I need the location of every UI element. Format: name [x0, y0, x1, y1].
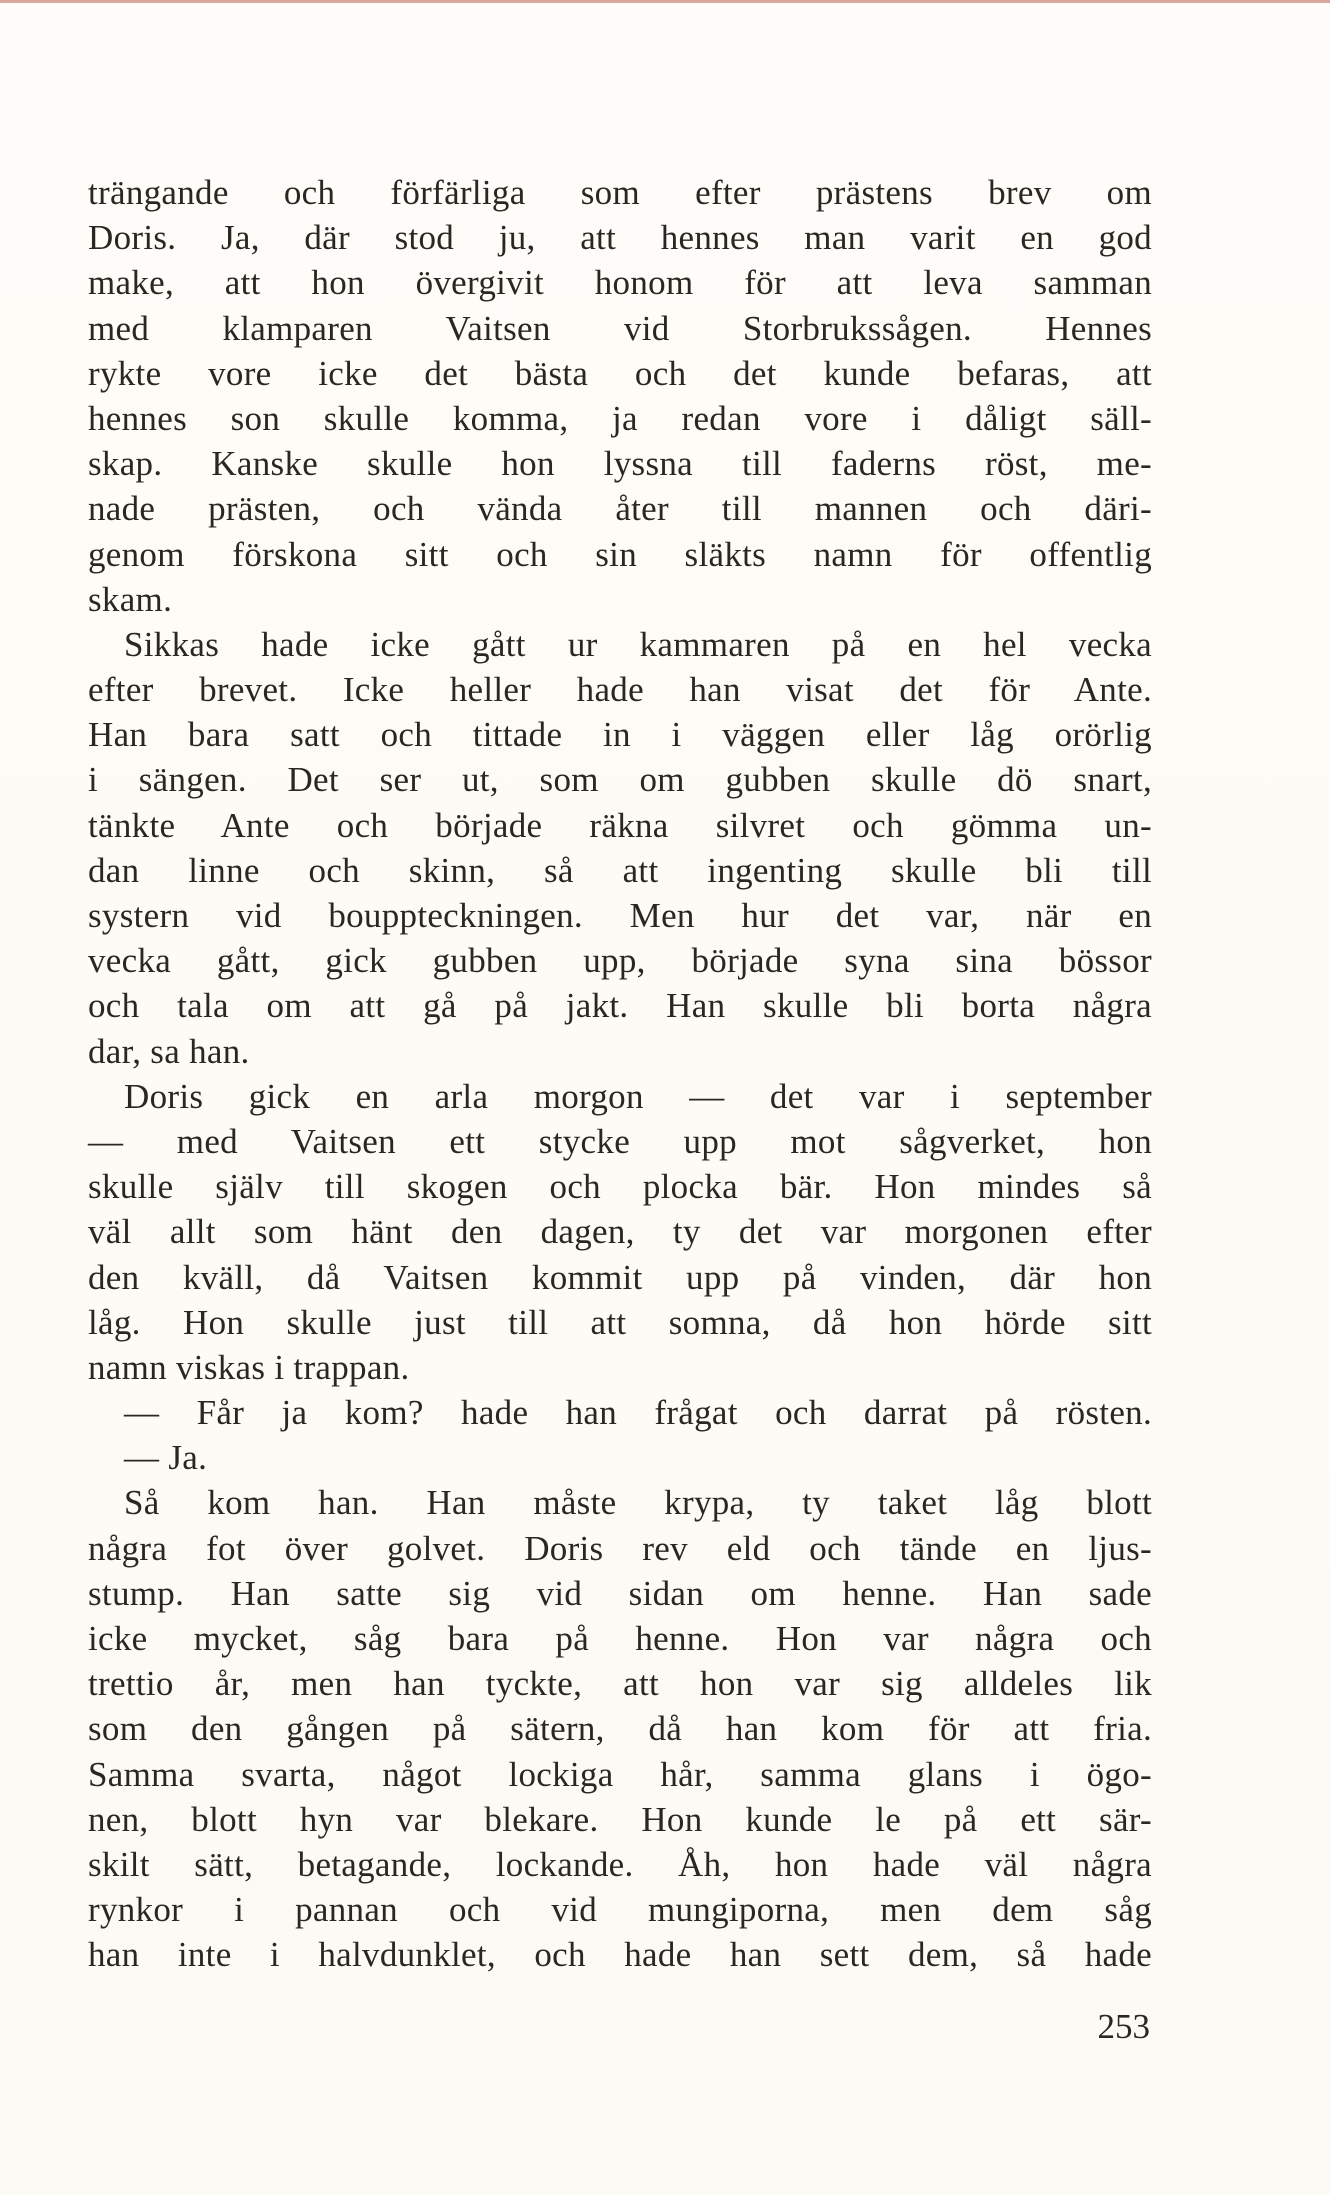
text-line: den kväll, då Vaitsen kommit upp på vinden, där hon	[88, 1257, 1152, 1297]
text-line: tänkte Ante och började räkna silvret och gömma un-	[88, 805, 1152, 845]
text-line: i sängen. Det ser ut, som om gubben skulle dö snart,	[88, 760, 1152, 800]
text-line: låg. Hon skulle just till att somna, då hon hörde sitt	[88, 1302, 1152, 1342]
top-edge-rule	[0, 0, 1330, 3]
text-line: — Ja.	[124, 1438, 208, 1478]
text-line: systern vid bouppteckningen. Men hur det var, när en	[88, 896, 1152, 935]
text-line: nade prästen, och vända åter till mannen och däri-	[88, 489, 1152, 529]
text-line: make, att hon övergivit honom för att leva samman	[88, 263, 1152, 303]
text-line: nen, blott hyn var blekare. Hon kunde le på ett sär-	[88, 1799, 1152, 1839]
text-line: genom förskona sitt och sin släkts namn för offentlig	[88, 534, 1152, 574]
text-line: med klamparen Vaitsen vid Storbrukssågen. Hennes	[88, 308, 1152, 348]
text-line: några fot över golvet. Doris rev eld och tände en ljus-	[88, 1528, 1152, 1568]
text-line: skilt sätt, betagande, lockande. Åh, hon hade väl några	[88, 1844, 1152, 1884]
text-line: efter brevet. Icke heller hade han visat det för Ante.	[88, 670, 1152, 710]
text-line: skap. Kanske skulle hon lyssna till faderns röst, me-	[88, 444, 1152, 484]
text-line: namn viskas i trappan.	[88, 1347, 410, 1387]
text-line: som den gången på sätern, då han kom för att fria.	[88, 1709, 1152, 1749]
text-line: — Får ja kom? hade han frågat och darrat på rösten.	[124, 1393, 1152, 1433]
text-line: trängande och förfärliga som efter prästens brev om	[88, 173, 1152, 212]
text-line: Han bara satt och tittade in i väggen eller låg orörlig	[88, 715, 1152, 755]
text-line: Doris. Ja, där stod ju, att hennes man varit en god	[88, 218, 1152, 258]
text-line: icke mycket, såg bara på henne. Hon var några och	[88, 1619, 1152, 1658]
page-number: 253	[1097, 2007, 1150, 2046]
text-line: trettio år, men han tyckte, att hon var sig alldeles lik	[88, 1664, 1152, 1704]
text-line: vecka gått, gick gubben upp, började syna sina bössor	[88, 941, 1152, 981]
text-line: skam.	[88, 579, 173, 619]
text-line: Så kom han. Han måste krypa, ty taket låg blott	[124, 1483, 1152, 1523]
text-line: Doris gick en arla morgon — det var i september	[124, 1076, 1152, 1116]
text-line: Sikkas hade icke gått ur kammaren på en hel vecka	[124, 624, 1152, 664]
text-line: rykte vore icke det bästa och det kunde befaras, att	[88, 353, 1152, 393]
text-line: Samma svarta, något lockiga hår, samma glans i ögo-	[88, 1754, 1152, 1794]
body-text	[88, 170, 1152, 1978]
text-line: väl allt som hänt den dagen, ty det var morgonen efter	[88, 1212, 1152, 1252]
text-line: han inte i halvdunklet, och hade han sett dem, så hade	[88, 1935, 1152, 1975]
text-line: och tala om att gå på jakt. Han skulle bli borta några	[88, 986, 1152, 1026]
text-line: skulle själv till skogen och plocka bär. Hon mindes så	[88, 1167, 1152, 1207]
text-line: stump. Han satte sig vid sidan om henne. Han sade	[88, 1573, 1152, 1613]
text-line: — med Vaitsen ett stycke upp mot sågverket, hon	[88, 1121, 1152, 1161]
text-line: hennes son skulle komma, ja redan vore i dåligt säll-	[88, 398, 1152, 438]
text-line: dar, sa han.	[88, 1031, 250, 1071]
text-line: rynkor i pannan och vid mungiporna, men dem såg	[88, 1890, 1152, 1930]
text-line: dan linne och skinn, så att ingenting skulle bli till	[88, 850, 1152, 890]
